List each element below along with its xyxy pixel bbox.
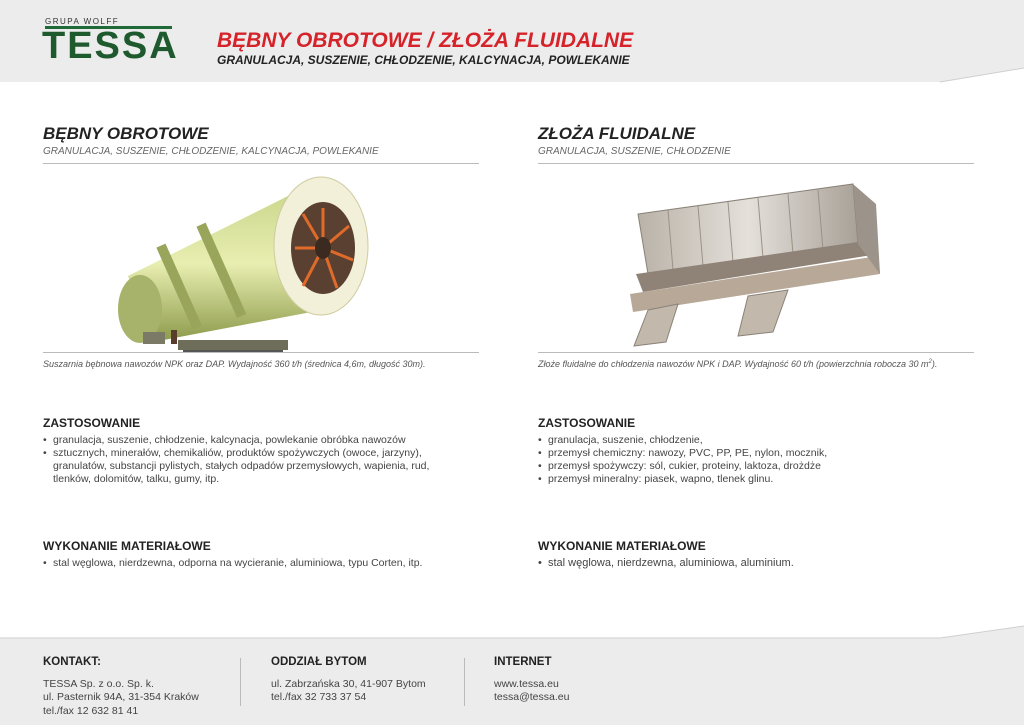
list-item: • stal węglowa, nierdzewna, aluminiowa, aluminium. bbox=[538, 557, 794, 570]
usage-list bbox=[43, 434, 429, 486]
website-link[interactable]: www.tessa.eu bbox=[494, 677, 559, 690]
list-item: • przemysł spożywczy: sól, cukier, proteiny, laktoza, drożdże bbox=[538, 460, 827, 473]
list-item: • przemysł chemiczny: nawozy, PVC, PP, PE, nylon, mocznik, bbox=[538, 447, 827, 460]
contact-block bbox=[43, 656, 199, 718]
list-item: • sztucznych, minerałów, chemikaliów, produktów spożywczych (owoce, jarzyny), bbox=[43, 447, 429, 460]
column-subtitle: GRANULACJA, SUSZENIE, CHŁODZENIE bbox=[538, 146, 731, 157]
list-item: • granulacja, suszenie, chłodzenie, bbox=[538, 434, 827, 447]
branch-line: tel./fax 32 733 37 54 bbox=[271, 691, 367, 703]
fluid-bed-photo bbox=[538, 164, 974, 352]
logo: TESSA bbox=[42, 25, 179, 67]
list-item: • granulacja, suszenie, chłodzenie, kalcynacja, powlekanie obróbka nawozów bbox=[43, 434, 429, 447]
fluid-beds-column bbox=[538, 123, 974, 369]
list-item: tlenków, dolomitów, talku, gumy, itp. bbox=[53, 473, 220, 485]
column-title: BĘBNY OBROTOWE bbox=[43, 124, 209, 143]
photo-caption: Złoże fluidalne do chłodzenia nawozów NPK i DAP. Wydajność 60 t/h (powierzchnia robocza 30 $m^2$). bbox=[538, 359, 938, 369]
logo-group-text: GRUPA WOLFF bbox=[45, 17, 120, 26]
contact-heading: KONTAKT: bbox=[43, 656, 101, 668]
materials-list bbox=[538, 557, 794, 570]
internet-block bbox=[494, 656, 569, 705]
rotary-drum-photo bbox=[43, 164, 479, 352]
divider bbox=[43, 352, 479, 353]
usage-heading: ZASTOSOWANIE bbox=[538, 416, 636, 430]
usage-list bbox=[538, 434, 827, 486]
list-item: granulatów, substancji pylistych, stałych odpadów przemysłowych, wapienia, rud, bbox=[53, 460, 430, 472]
contact-line: ul. Pasternik 94A, 31-354 Kraków bbox=[43, 691, 199, 703]
list-item: • stal węglowa, nierdzewna, odporna na wycieranie, aluminiowa, typu Corten, itp. bbox=[43, 557, 422, 570]
contact-line: TESSA Sp. z o.o. Sp. k. bbox=[43, 677, 154, 690]
contact-line: tel./fax 12 632 81 41 bbox=[43, 704, 139, 717]
divider bbox=[240, 658, 241, 706]
usage-heading: ZASTOSOWANIE bbox=[43, 416, 141, 430]
photo-caption: Suszarnia bębnowa nawozów NPK oraz DAP. Wydajność 360 t/h (średnica 4,6m, długość 30m). bbox=[43, 359, 426, 369]
rotary-drums-column bbox=[43, 123, 479, 369]
branch-heading: ODDZIAŁ BYTOM bbox=[271, 656, 367, 668]
branch-line: ul. Zabrzańska 30, 41-907 Bytom bbox=[271, 677, 426, 690]
column-title: ZŁOŻA FLUIDALNE bbox=[538, 124, 696, 143]
internet-heading: INTERNET bbox=[494, 656, 552, 668]
column-subtitle: GRANULACJA, SUSZENIE, CHŁODZENIE, KALCYNACJA, POWLEKANIE bbox=[43, 146, 379, 157]
page-subtitle: GRANULACJA, SUSZENIE, CHŁODZENIE, KALCYNACJA, POWLEKANIE bbox=[217, 53, 630, 67]
divider bbox=[464, 658, 465, 706]
materials-list bbox=[43, 557, 422, 570]
list-item: • przemysł mineralny: piasek, wapno, tlenek glinu. bbox=[538, 473, 827, 486]
email-link[interactable]: tessa@tessa.eu bbox=[494, 691, 570, 703]
page-title: BĘBNY OBROTOWE / ZŁOŻA FLUIDALNE bbox=[217, 29, 634, 52]
materials-heading: WYKONANIE MATERIAŁOWE bbox=[43, 539, 211, 553]
branch-block bbox=[271, 656, 426, 705]
divider bbox=[538, 352, 974, 353]
materials-heading: WYKONANIE MATERIAŁOWE bbox=[538, 539, 706, 553]
